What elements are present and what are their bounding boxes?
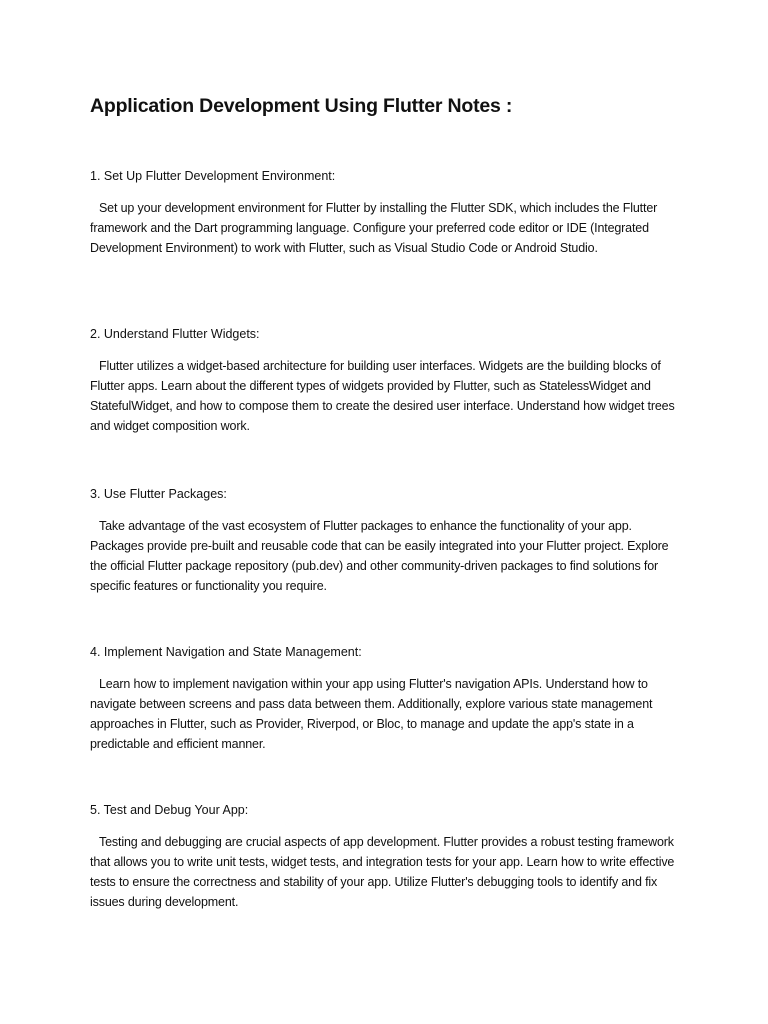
section-body: Learn how to implement navigation within your app using Flutter's navigation APIs. Understand how to navigate between screens and pass data between them. Additionally, explore various state management approaches in Flutter, such as Provider, Riverpod, or Bloc, to manage and update the app's state in a predictable and efficient manner. <box>90 677 653 751</box>
section-heading: 1. Set Up Flutter Development Environment: <box>90 169 336 183</box>
section-body: Testing and debugging are crucial aspects of app development. Flutter provides a robust testing framework that allows you to write unit tests, widget tests, and integration tests for your app. Learn how to write effective tests to ensure the correctness and stability of your app. Utilize Flutter's debugging tools to identify and fix issues during development. <box>90 835 675 909</box>
section-heading: 2. Understand Flutter Widgets: <box>90 327 260 341</box>
section-navigation-state <box>90 642 682 754</box>
section-test-debug <box>90 800 682 912</box>
section-flutter-packages <box>90 484 682 596</box>
section-setup-environment <box>90 166 682 258</box>
section-heading: 3. Use Flutter Packages: <box>90 487 227 501</box>
section-body: Set up your development environment for Flutter by installing the Flutter SDK, which includes the Flutter framework and the Dart programming language. Configure your preferred code editor or IDE (Integrated Development Environment) to work with Flutter, such as Visual Studio Code or Android Studio. <box>90 201 658 255</box>
page-title: Application Development Using Flutter Notes : <box>90 95 513 117</box>
section-heading: 4. Implement Navigation and State Management: <box>90 645 362 659</box>
section-body: Take advantage of the vast ecosystem of Flutter packages to enhance the functionality of your app. Packages provide pre-built and reusable code that can be easily integrated into your Flutter project. Explore the official Flutter package repository (pub.dev) and other community-driven packages to find solutions for specific features or functionality you require. <box>90 519 669 593</box>
section-body: Flutter utilizes a widget-based architecture for building user interfaces. Widgets are the building blocks of Flutter apps. Learn about the different types of widgets provided by Flutter, such as StatelessWidget and StatefulWidget, and how to compose them to create the desired user interface. Understand how widget trees and widget composition work. <box>90 359 675 433</box>
section-heading: 5. Test and Debug Your App: <box>90 803 249 817</box>
section-flutter-widgets <box>90 324 682 436</box>
